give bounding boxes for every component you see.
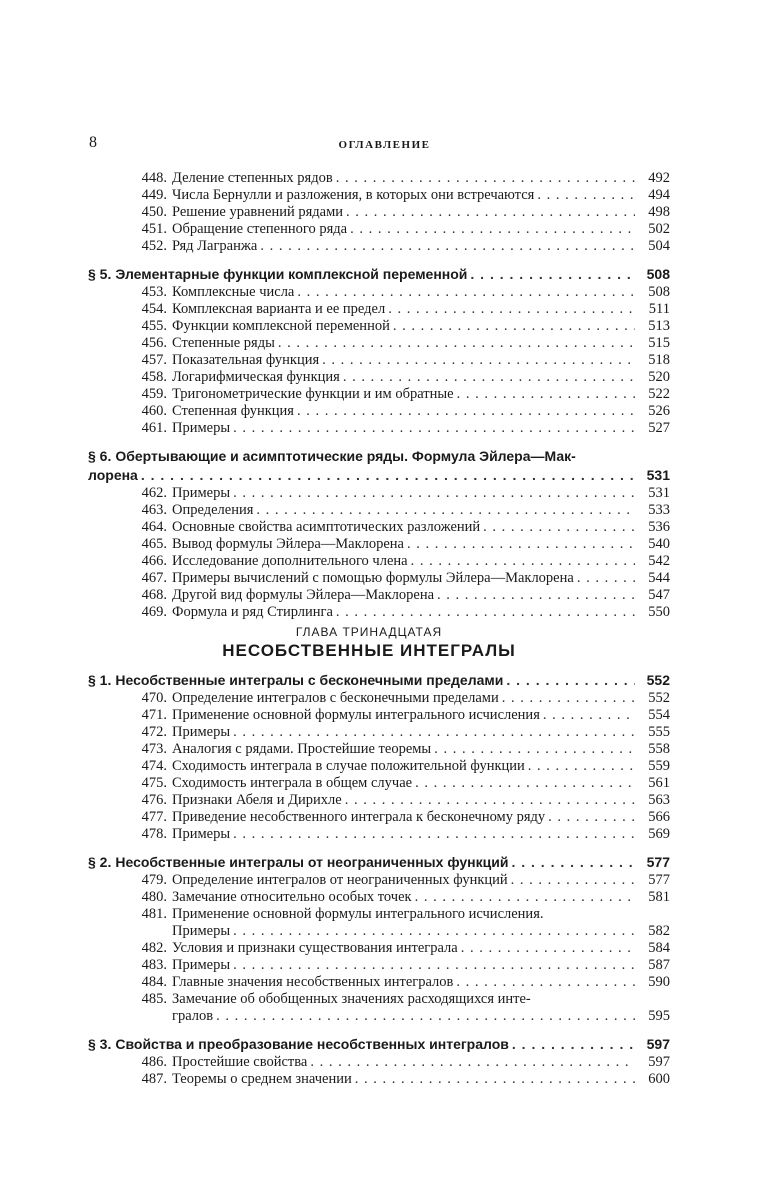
toc-entry[interactable]: 481. Применение основной формулы интегрального исчисления. [141,906,544,922]
toc-entry[interactable]: 461. Примеры . . . 527 [88,420,670,437]
table-of-contents [88,170,670,1088]
toc-entry[interactable]: 466. Исследование дополнительного члена . . . 542 [88,553,670,570]
toc-entry-continued[interactable]: Примеры . . . 582 [88,923,670,940]
section-heading-continued[interactable]: лорена . . . 531 [88,466,670,485]
toc-entry[interactable]: 458. Логарифмическая функция . . . 520 [88,369,670,386]
toc-group-6 [88,1054,670,1088]
chapter-label: ГЛАВА ТРИНАДЦАТАЯ [295,625,443,639]
toc-entry[interactable]: 484. Главные значения несобственных интегралов . . . 590 [88,974,670,991]
toc-entry[interactable]: 460. Степенная функция . . . 526 [88,403,670,420]
toc-entry[interactable]: 485. Замечание об обобщенных значениях расходящихся инте- [141,991,531,1007]
toc-entry[interactable]: 450. Решение уравнений рядами . . . 498 [88,204,670,221]
toc-entry[interactable]: 462. Примеры . . . 531 [88,485,670,502]
toc-entry[interactable]: 478. Примеры . . . 569 [88,826,670,843]
section-heading[interactable]: § 1. Несобственные интегралы с бесконечными пределами . . . 552 [88,671,670,690]
toc-entry[interactable]: 476. Признаки Абеля и Дирихле . . . 563 [88,792,670,809]
toc-entry[interactable]: 463. Определения . . . 533 [88,502,670,519]
toc-entry[interactable]: 470. Определение интегралов с бесконечными пределами . . . 552 [88,690,670,707]
toc-entry[interactable]: 486. Простейшие свойства . . . 597 [88,1054,670,1071]
toc-group-3 [88,485,670,621]
toc-entry[interactable]: 453. Комплексные числа . . . 508 [88,284,670,301]
toc-entry[interactable]: 487. Теоремы о среднем значении . . . 600 [88,1071,670,1088]
toc-entry[interactable]: 455. Функции комплексной переменной . . . 513 [88,318,670,335]
toc-entry[interactable]: 449. Числа Бернулли и разложения, в которых они встречаются . . . 494 [88,187,670,204]
toc-group-2 [88,284,670,437]
toc-entry[interactable]: 452. Ряд Лагранжа . . . 504 [88,238,670,255]
toc-entry[interactable]: 477. Приведение несобственного интеграла к бесконечному ряду . . . 566 [88,809,670,826]
toc-entry-continued[interactable]: гралов . . . 595 [88,1008,670,1025]
toc-entry[interactable]: 457. Показательная функция . . . 518 [88,352,670,369]
toc-group-1 [88,170,670,255]
section-heading[interactable]: § 3. Свойства и преобразование несобственных интегралов . . . 597 [88,1035,670,1054]
toc-entry[interactable]: 468. Другой вид формулы Эйлера—Маклорена . . . 547 [88,587,670,604]
toc-entry[interactable]: 475. Сходимость интеграла в общем случае . . . 561 [88,775,670,792]
section-heading[interactable]: § 2. Несобственные интегралы от неограниченных функций . . . 577 [88,853,670,872]
toc-entry[interactable]: 454. Комплексная варианта и ее предел . . . 511 [88,301,670,318]
toc-entry[interactable]: 474. Сходимость интеграла в случае положительной функции . . . 559 [88,758,670,775]
toc-entry[interactable]: 448. Деление степенных рядов . . . 492 [88,170,670,187]
toc-entry[interactable]: 471. Применение основной формулы интегрального исчисления . . . 554 [88,707,670,724]
section-heading[interactable]: § 6. Обертывающие и асимптотические ряды. Формула Эйлера—Мак- [88,448,576,464]
toc-entry[interactable]: 465. Вывод формулы Эйлера—Маклорена . . . 540 [88,536,670,553]
toc-group-4 [88,690,670,843]
toc-entry[interactable]: 459. Тригонометрические функции и им обратные . . . 522 [88,386,670,403]
toc-entry[interactable]: 469. Формула и ряд Стирлинга . . . 550 [88,604,670,621]
running-head: ОГЛАВЛЕНИЕ [338,139,431,151]
toc-entry[interactable]: 483. Примеры . . . 587 [88,957,670,974]
chapter-title: НЕСОБСТВЕННЫЕ ИНТЕГРАЛЫ [222,641,516,660]
toc-entry[interactable]: 472. Примеры . . . 555 [88,724,670,741]
toc-entry[interactable]: 482. Условия и признаки существования интеграла . . . 584 [88,940,670,957]
chapter-heading [88,625,670,661]
toc-entry[interactable]: 456. Степенные ряды . . . 515 [88,335,670,352]
toc-entry[interactable]: 464. Основные свойства асимптотических разложений . . . 536 [88,519,670,536]
toc-entry[interactable]: 480. Замечание относительно особых точек . . . 581 [88,889,670,906]
toc-entry[interactable]: 479. Определение интегралов от неограниченных функций . . . 577 [88,872,670,889]
toc-entry[interactable]: 467. Примеры вычислений с помощью формулы Эйлера—Маклорена . . . 544 [88,570,670,587]
toc-entry[interactable]: 473. Аналогия с рядами. Простейшие теоремы . . . 558 [88,741,670,758]
section-heading[interactable]: § 5. Элементарные функции комплексной переменной . . . 508 [88,265,670,284]
toc-group-5 [88,872,670,1025]
page-number: 8 [89,134,97,151]
toc-entry[interactable]: 451. Обращение степенного ряда . . . 502 [88,221,670,238]
